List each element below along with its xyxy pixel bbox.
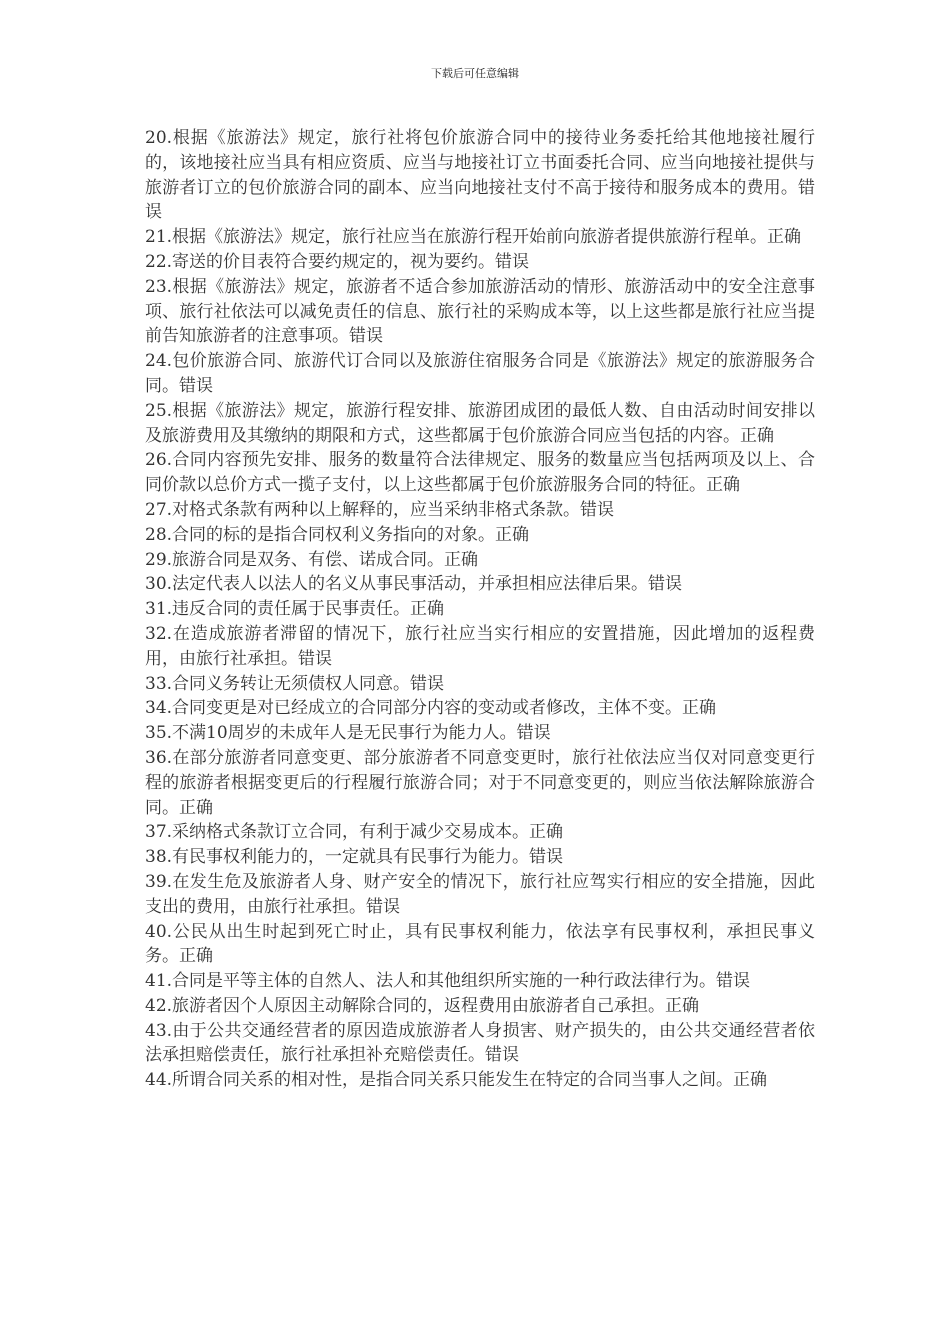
question-item-31: 31.违反合同的责任属于民事责任。正确	[145, 599, 445, 620]
question-item-42: 42.旅游者因个人原因主动解除合同的，返程费用由旅游者自己承担。正确	[145, 995, 700, 1016]
question-item-33: 33.合同义务转让无须债权人同意。错误	[145, 673, 445, 694]
question-item-30: 30.法定代表人以法人的名义从事民事活动，并承担相应法律后果。错误	[145, 574, 683, 595]
question-item-44: 44.所谓合同关系的相对性，是指合同关系只能发生在特定的合同当事人之间。正确	[145, 1070, 768, 1091]
question-item-24: 24.包价旅游合同、旅游代订合同以及旅游住宿服务合同是《旅游法》规定的旅游服务合同。错误	[145, 351, 815, 396]
question-item-22: 22.寄送的价目表符合要约规定的，视为要约。错误	[145, 251, 530, 272]
question-item-35: 35.不满10周岁的未成年人是无民事行为能力人。错误	[145, 723, 551, 744]
question-item-34: 34.合同变更是对已经成立的合同部分内容的变动或者修改，主体不变。正确	[145, 698, 717, 719]
question-item-36: 36.在部分旅游者同意变更、部分旅游者不同意变更时，旅行社依法应当仅对同意变更行程的旅游者根据变更后的行程履行旅游合同；对于不同意变更的，则应当依法解除旅游合同。正确	[145, 747, 815, 818]
question-item-37: 37.采纳格式条款订立合同，有利于减少交易成本。正确	[145, 822, 564, 843]
question-item-27: 27.对格式条款有两种以上解释的，应当采纳非格式条款。错误	[145, 499, 615, 520]
question-item-21: 21.根据《旅游法》规定，旅行社应当在旅游行程开始前向旅游者提供旅游行程单。正确	[145, 227, 802, 248]
question-item-29: 29.旅游合同是双务、有偿、诺成合同。正确	[145, 549, 479, 570]
question-item-38: 38.有民事权利能力的，一定就具有民事行为能力。错误	[145, 847, 564, 868]
question-item-39: 39.在发生危及旅游者人身、财产安全的情况下，旅行社应驾实行相应的安全措施，因此支出的费用，由旅行社承担。错误	[145, 871, 815, 917]
question-item-26: 26.合同内容预先安排、服务的数量符合法律规定、服务的数量应当包括两项及以上、合同价款以总价方式一揽子支付，以上这些都属于包价旅游服务合同的特征。正确	[145, 450, 815, 496]
question-item-20: 20.根据《旅游法》规定，旅行社将包价旅游合同中的接待业务委托给其他地接社履行的，该地接社应当具有相应资质、应当与地接社订立书面委托合同、应当向地接社提供与旅游者订立的包价旅游合同的副本、应当向地接社支付不高于接待和服务成本的费用。错误	[145, 128, 815, 223]
question-item-28: 28.合同的标的是指合同权利义务指向的对象。正确	[145, 524, 530, 545]
question-item-32: 32.在造成旅游者滞留的情况下，旅行社应当实行相应的安置措施，因此增加的返程费用，由旅行社承担。错误	[145, 623, 815, 669]
question-item-41: 41.合同是平等主体的自然人、法人和其他组织所实施的一种行政法律行为。错误	[145, 971, 751, 992]
page-header: 下载后可任意编辑	[431, 67, 519, 80]
question-item-43: 43.由于公共交通经营者的原因造成旅游者人身损害、财产损失的，由公共交通经营者依法承担赔偿责任，旅行社承担补充赔偿责任。错误	[145, 1020, 815, 1066]
question-item-23: 23.根据《旅游法》规定，旅游者不适合参加旅游活动的情形、旅游活动中的安全注意事项、旅行社依法可以减免责任的信息、旅行社的采购成本等，以上这些都是旅行社应当提前告知旅游者的注意事项。错误	[145, 276, 815, 347]
document-body	[145, 126, 815, 1093]
question-item-40: 40.公民从出生时起到死亡时止，具有民事权利能力，依法享有民事权利，承担民事义务。正确	[145, 921, 815, 967]
question-item-25: 25.根据《旅游法》规定，旅游行程安排、旅游团成团的最低人数、自由活动时间安排以及旅游费用及其缴纳的期限和方式，这些都属于包价旅游合同应当包括的内容。正确	[145, 400, 815, 446]
